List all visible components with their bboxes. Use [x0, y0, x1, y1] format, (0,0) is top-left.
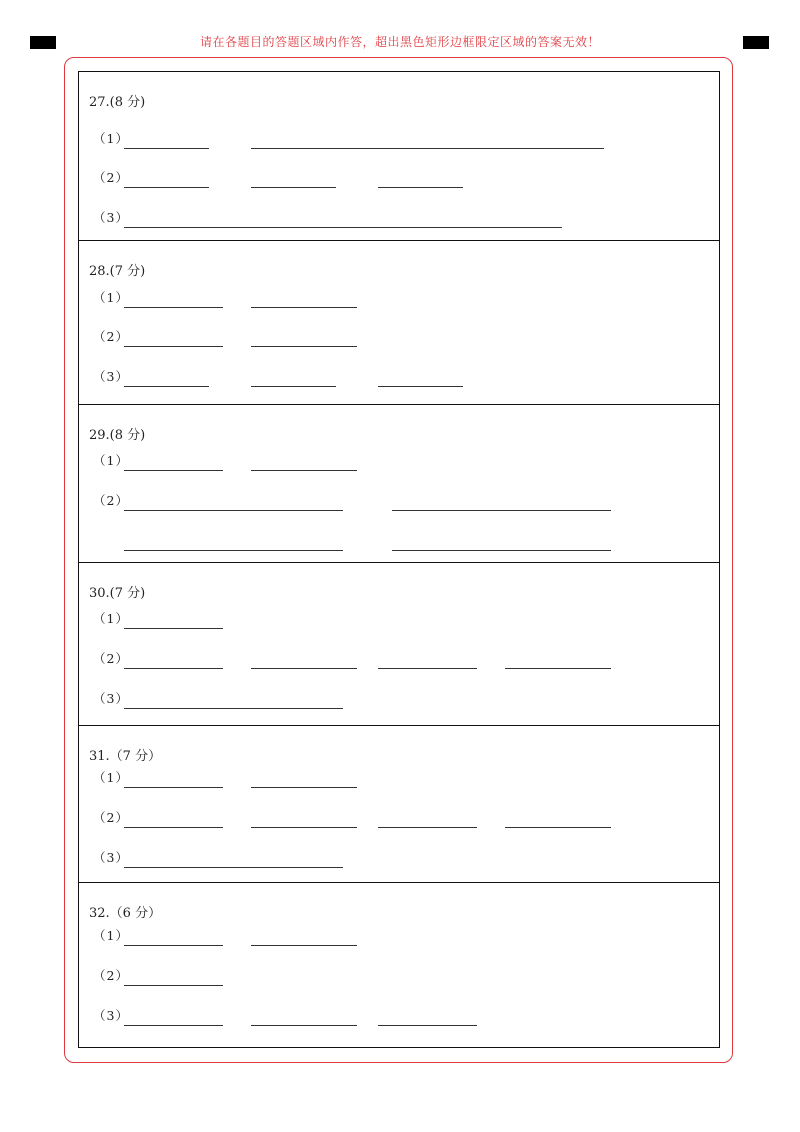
- q29-2-blank-3[interactable]: [124, 550, 343, 551]
- question-31-title: 31.（7 分）: [89, 749, 162, 764]
- q31-2-blank-1[interactable]: [124, 827, 223, 828]
- q32-3-blank-3[interactable]: [378, 1025, 477, 1026]
- q32-2-blank-1[interactable]: [124, 985, 223, 986]
- q29-1-blank-2[interactable]: [251, 470, 357, 471]
- q27-2-blank-1[interactable]: [124, 187, 209, 188]
- q31-2-blank-2[interactable]: [251, 827, 357, 828]
- q30-3-blank-1[interactable]: [124, 708, 343, 709]
- q27-1-blank-1[interactable]: [124, 148, 209, 149]
- q32-1-blank-2[interactable]: [251, 945, 357, 946]
- q32-3-blank-2[interactable]: [251, 1025, 357, 1026]
- q30-part-2-label: （2）: [93, 651, 129, 666]
- question-30-section: [79, 562, 719, 725]
- question-28-section: [79, 240, 719, 404]
- q28-part-2-label: （2）: [93, 329, 129, 344]
- q29-part-1-label: （1）: [93, 453, 129, 468]
- q27-1-blank-2[interactable]: [251, 148, 604, 149]
- q32-part-1-row: [93, 926, 713, 946]
- q28-part-3-row: [93, 367, 713, 387]
- q29-part-2-continuation-row: [93, 531, 713, 551]
- q27-2-blank-2[interactable]: [251, 187, 336, 188]
- q29-part-2-label: （2）: [93, 493, 129, 508]
- q28-part-3-label: （3）: [93, 369, 129, 384]
- q28-3-blank-2[interactable]: [251, 386, 336, 387]
- q28-1-blank-1[interactable]: [124, 307, 223, 308]
- q29-part-1-row: [93, 451, 713, 471]
- q28-part-2-row: [93, 327, 713, 347]
- question-30-title: 30.(7 分): [89, 586, 146, 601]
- answer-region-frame: [78, 71, 720, 1048]
- q32-part-2-label: （2）: [93, 968, 129, 983]
- q31-2-blank-4[interactable]: [505, 827, 611, 828]
- q31-part-3-label: （3）: [93, 850, 129, 865]
- q30-part-3-row: [93, 689, 713, 709]
- q32-3-blank-1[interactable]: [124, 1025, 223, 1026]
- question-31-section: [79, 725, 719, 882]
- answer-area-warning: 请在各题目的答题区域内作答，超出黑色矩形边框限定区域的答案无效！: [199, 35, 600, 49]
- q30-part-1-label: （1）: [93, 611, 129, 626]
- q32-part-2-row: [93, 966, 713, 986]
- q31-part-2-row: [93, 808, 713, 828]
- q28-3-blank-3[interactable]: [378, 386, 463, 387]
- q30-part-1-row: [93, 609, 713, 629]
- q31-1-blank-1[interactable]: [124, 787, 223, 788]
- q32-part-3-label: （3）: [93, 1008, 129, 1023]
- q30-part-3-label: （3）: [93, 691, 129, 706]
- q27-part-3-label: （3）: [93, 210, 129, 225]
- q28-part-1-label: （1）: [93, 290, 129, 305]
- question-32-title: 32.（6 分）: [89, 906, 162, 921]
- q29-2-blank-1[interactable]: [124, 510, 343, 511]
- q28-part-1-row: [93, 288, 713, 308]
- q27-part-2-label: （2）: [93, 170, 129, 185]
- q31-part-3-row: [93, 848, 713, 868]
- question-29-title: 29.(8 分): [89, 428, 146, 443]
- q29-part-2-row: [93, 491, 713, 511]
- q27-part-3-row: [93, 208, 713, 228]
- question-27-section: [79, 72, 719, 240]
- q28-3-blank-1[interactable]: [124, 386, 209, 387]
- q28-2-blank-2[interactable]: [251, 346, 357, 347]
- q31-part-1-label: （1）: [93, 770, 129, 785]
- q31-2-blank-3[interactable]: [378, 827, 477, 828]
- q30-2-blank-2[interactable]: [251, 668, 357, 669]
- q27-part-1-row: [93, 129, 713, 149]
- question-28-title: 28.(7 分): [89, 264, 146, 279]
- q32-part-3-row: [93, 1006, 713, 1026]
- q28-2-blank-1[interactable]: [124, 346, 223, 347]
- q30-1-blank-1[interactable]: [124, 628, 223, 629]
- q32-part-1-label: （1）: [93, 928, 129, 943]
- q31-part-2-label: （2）: [93, 810, 129, 825]
- q31-3-blank-1[interactable]: [124, 867, 343, 868]
- q32-1-blank-1[interactable]: [124, 945, 223, 946]
- q27-part-1-label: （1）: [93, 131, 129, 146]
- question-32-section: [79, 882, 719, 1047]
- q29-1-blank-1[interactable]: [124, 470, 223, 471]
- q30-2-blank-1[interactable]: [124, 668, 223, 669]
- question-27-title: 27.(8 分): [89, 95, 146, 110]
- q28-1-blank-2[interactable]: [251, 307, 357, 308]
- question-29-section: [79, 404, 719, 562]
- q30-2-blank-4[interactable]: [505, 668, 611, 669]
- q30-2-blank-3[interactable]: [378, 668, 477, 669]
- q27-3-blank-1[interactable]: [124, 227, 562, 228]
- q31-1-blank-2[interactable]: [251, 787, 357, 788]
- q29-2-blank-2[interactable]: [392, 510, 611, 511]
- q27-part-2-row: [93, 168, 713, 188]
- q31-part-1-row: [93, 768, 713, 788]
- q29-2-blank-4[interactable]: [392, 550, 611, 551]
- q30-part-2-row: [93, 649, 713, 669]
- q27-2-blank-3[interactable]: [378, 187, 463, 188]
